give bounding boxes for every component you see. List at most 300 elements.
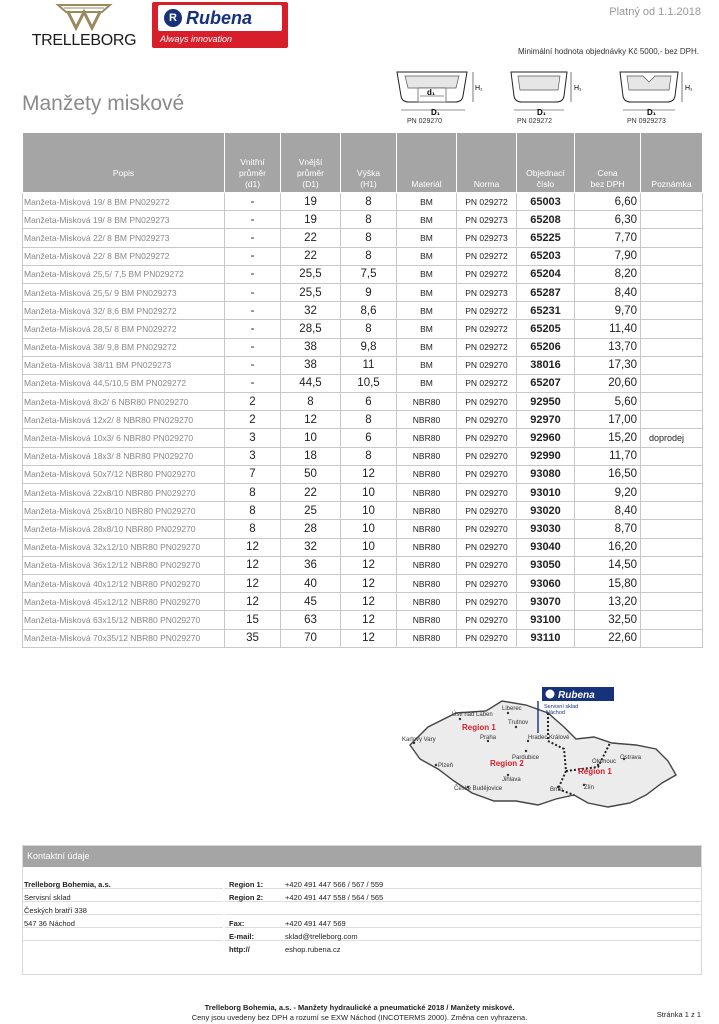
cell-norm: PN 029272 — [457, 338, 517, 356]
map-region-1-east: Region 1 — [578, 767, 612, 776]
cell-material: BM — [397, 265, 457, 283]
map-city-olomouc: Olomouc — [592, 759, 617, 765]
cell-norm: PN 029270 — [457, 484, 517, 502]
cell-norm: PN 029270 — [457, 393, 517, 411]
contact-address-line: Českých bratří 338 — [24, 906, 87, 915]
cell-inner-diameter: 12 — [225, 556, 281, 574]
cell-norm: PN 029272 — [457, 247, 517, 265]
cell-height: 8 — [341, 229, 397, 247]
cup-seal-sketch-029270 — [393, 66, 488, 118]
cell-material: NBR80 — [397, 484, 457, 502]
cell-height: 8 — [341, 211, 397, 229]
cell-material: NBR80 — [397, 447, 457, 465]
cell-note — [641, 447, 703, 465]
cell-order-code: 92960 — [517, 429, 575, 447]
cell-description: Manžeta-Misková 50x7/12 NBR80 PN029270 — [23, 465, 225, 483]
cell-inner-diameter: 2 — [225, 411, 281, 429]
cell-order-code: 65205 — [517, 320, 575, 338]
cell-outer-diameter: 50 — [281, 465, 341, 483]
table-row — [23, 411, 703, 429]
cell-outer-diameter: 38 — [281, 356, 341, 374]
cell-order-code: 65204 — [517, 265, 575, 283]
cell-outer-diameter: 32 — [281, 538, 341, 556]
cell-description: Manžeta-Misková 22/ 8 BM PN029273 — [23, 229, 225, 247]
cell-inner-diameter: - — [225, 211, 281, 229]
cell-material: NBR80 — [397, 574, 457, 592]
cell-inner-diameter: 2 — [225, 393, 281, 411]
cell-outer-diameter: 12 — [281, 411, 341, 429]
cell-description: Manžeta-Misková 40x12/12 NBR80 PN029270 — [23, 574, 225, 592]
cell-order-code: 92970 — [517, 411, 575, 429]
region1-phone-label: Region 1: — [229, 880, 264, 889]
cell-outer-diameter: 8 — [281, 393, 341, 411]
cell-inner-diameter: 8 — [225, 520, 281, 538]
cell-inner-diameter: - — [225, 229, 281, 247]
cell-note — [641, 283, 703, 301]
cell-order-code: 93030 — [517, 520, 575, 538]
cell-description: Manžeta-Misková 18x3/ 8 NBR80 PN029270 — [23, 447, 225, 465]
table-row — [23, 320, 703, 338]
cell-outer-diameter: 45 — [281, 593, 341, 611]
cell-price: 6,30 — [575, 211, 641, 229]
cell-outer-diameter: 22 — [281, 247, 341, 265]
cell-material: NBR80 — [397, 556, 457, 574]
cell-order-code: 93060 — [517, 574, 575, 592]
cell-description: Manžeta-Misková 45x12/12 NBR80 PN029270 — [23, 593, 225, 611]
cell-note — [641, 302, 703, 320]
contact-heading: Kontaktní údaje — [23, 846, 701, 867]
column-header-outer-diameter: Vnější průměr (D1) — [281, 133, 341, 193]
cell-order-code: 93080 — [517, 465, 575, 483]
map-city-pardubice: Pardubice — [512, 755, 540, 761]
web-link[interactable]: eshop.rubena.cz — [285, 945, 341, 954]
cell-material: BM — [397, 356, 457, 374]
column-header-height: Výška (H1) — [341, 133, 397, 193]
trelleborg-logo — [20, 2, 148, 50]
table-row — [23, 356, 703, 374]
region2-phone-label: Region 2: — [229, 893, 264, 902]
contact-panel — [22, 845, 702, 975]
cell-price: 11,40 — [575, 320, 641, 338]
cell-inner-diameter: - — [225, 193, 281, 211]
cell-material: NBR80 — [397, 465, 457, 483]
footer-title: Trelleborg Bohemia, a.s. - Manžety hydraulické a pneumatické 2018 / Manžety miskové. — [204, 1003, 515, 1012]
cell-price: 17,00 — [575, 411, 641, 429]
cell-material: NBR80 — [397, 520, 457, 538]
cell-outer-diameter: 19 — [281, 193, 341, 211]
rubena-wordmark: Rubena — [186, 8, 253, 28]
cell-height: 10,5 — [341, 374, 397, 392]
cell-note — [641, 320, 703, 338]
cell-height: 6 — [341, 393, 397, 411]
column-header-note: Poznámka — [641, 133, 703, 193]
cell-outer-diameter: 22 — [281, 229, 341, 247]
cell-description: Manžeta-Misková 12x2/ 8 NBR80 PN029270 — [23, 411, 225, 429]
cell-note — [641, 265, 703, 283]
cell-material: NBR80 — [397, 538, 457, 556]
cell-description: Manžeta-Misková 28x8/10 NBR80 PN029270 — [23, 520, 225, 538]
cell-material: BM — [397, 193, 457, 211]
cell-norm: PN 029270 — [457, 411, 517, 429]
map-city-budejovice: České Budějovice — [454, 786, 503, 792]
cell-note — [641, 374, 703, 392]
cell-height: 9,8 — [341, 338, 397, 356]
cell-outer-diameter: 10 — [281, 429, 341, 447]
web-label: http:// — [229, 945, 250, 954]
cell-material: NBR80 — [397, 629, 457, 647]
map-rubena-brand: Rubena — [558, 690, 595, 701]
cell-order-code: 93070 — [517, 593, 575, 611]
cell-order-code: 65207 — [517, 374, 575, 392]
sketch-d-outer-label: D₁ — [647, 108, 657, 117]
cell-outer-diameter: 38 — [281, 338, 341, 356]
cell-note — [641, 193, 703, 211]
cell-description: Manžeta-Misková 8x2/ 6 NBR80 PN029270 — [23, 393, 225, 411]
table-row — [23, 465, 703, 483]
cell-height: 6 — [341, 429, 397, 447]
cell-order-code: 93100 — [517, 611, 575, 629]
column-header-material: Materiál — [397, 133, 457, 193]
cell-height: 10 — [341, 502, 397, 520]
cell-price: 8,70 — [575, 520, 641, 538]
fax-number: +420 491 447 569 — [285, 919, 346, 928]
cell-description: Manžeta-Misková 44,5/10,5 BM PN029272 — [23, 374, 225, 392]
table-row — [23, 393, 703, 411]
table-row — [23, 556, 703, 574]
table-row — [23, 302, 703, 320]
cell-price: 8,20 — [575, 265, 641, 283]
cell-outer-diameter: 25,5 — [281, 283, 341, 301]
cell-inner-diameter: 8 — [225, 484, 281, 502]
cell-outer-diameter: 32 — [281, 302, 341, 320]
region-map — [398, 683, 694, 825]
table-row — [23, 265, 703, 283]
cell-price: 8,40 — [575, 502, 641, 520]
cell-price: 8,40 — [575, 283, 641, 301]
cell-note — [641, 593, 703, 611]
table-row — [23, 538, 703, 556]
table-row — [23, 338, 703, 356]
cell-height: 9 — [341, 283, 397, 301]
cell-inner-diameter: - — [225, 265, 281, 283]
cell-description: Manžeta-Misková 36x12/12 NBR80 PN029270 — [23, 556, 225, 574]
table-row — [23, 593, 703, 611]
cell-price: 11,70 — [575, 447, 641, 465]
map-city-plzen: Plzeň — [438, 763, 454, 769]
cell-inner-diameter: - — [225, 338, 281, 356]
cell-price: 32,50 — [575, 611, 641, 629]
cell-inner-diameter: - — [225, 247, 281, 265]
cell-price: 16,50 — [575, 465, 641, 483]
cell-note — [641, 465, 703, 483]
cell-inner-diameter: 15 — [225, 611, 281, 629]
email-link[interactable]: sklad@trelleborg.com — [285, 932, 358, 941]
sketch-d-outer-label: D₁ — [431, 108, 441, 117]
cell-inner-diameter: - — [225, 283, 281, 301]
cell-height: 12 — [341, 465, 397, 483]
cell-note — [641, 520, 703, 538]
cell-outer-diameter: 25 — [281, 502, 341, 520]
cell-inner-diameter: - — [225, 356, 281, 374]
cell-order-code: 65203 — [517, 247, 575, 265]
price-table-body — [23, 193, 703, 648]
page-number: Stránka 1 z 1 — [656, 1010, 701, 1019]
table-row — [23, 520, 703, 538]
table-row — [23, 429, 703, 447]
cell-description: Manžeta-Misková 32/ 8,6 BM PN029272 — [23, 302, 225, 320]
cell-price: 5,60 — [575, 393, 641, 411]
column-header-norm: Norma — [457, 133, 517, 193]
cell-norm: PN 029272 — [457, 374, 517, 392]
cell-description: Manžeta-Misková 25x8/10 NBR80 PN029270 — [23, 502, 225, 520]
cell-note — [641, 229, 703, 247]
cell-outer-diameter: 28 — [281, 520, 341, 538]
cell-price: 13,70 — [575, 338, 641, 356]
cell-height: 12 — [341, 629, 397, 647]
table-row — [23, 193, 703, 211]
cell-note — [641, 338, 703, 356]
cell-norm: PN 029270 — [457, 502, 517, 520]
cell-material: NBR80 — [397, 593, 457, 611]
cell-height: 8,6 — [341, 302, 397, 320]
column-header-price: Cena bez DPH — [575, 133, 641, 193]
cell-height: 10 — [341, 520, 397, 538]
cell-description: Manžeta-Misková 38/ 9,8 BM PN029272 — [23, 338, 225, 356]
cell-outer-diameter: 44,5 — [281, 374, 341, 392]
cell-outer-diameter: 18 — [281, 447, 341, 465]
sketch-d-outer-label: D₁ — [537, 108, 547, 117]
cell-inner-diameter: - — [225, 374, 281, 392]
cell-norm: PN 029272 — [457, 320, 517, 338]
cell-note — [641, 574, 703, 592]
cell-note — [641, 556, 703, 574]
fax-label: Fax: — [229, 919, 245, 928]
cell-height: 10 — [341, 484, 397, 502]
table-header-row — [23, 133, 703, 193]
contact-company: Trelleborg Bohemia, a.s. — [24, 880, 111, 889]
page-title: Manžety miskové — [22, 92, 185, 115]
cell-inner-diameter: 12 — [225, 538, 281, 556]
map-city-jihlava: Jihlava — [502, 777, 521, 783]
cell-description: Manžeta-Misková 25,5/ 9 BM PN029273 — [23, 283, 225, 301]
cell-order-code: 65225 — [517, 229, 575, 247]
cell-note — [641, 538, 703, 556]
map-warehouse-city: Náchod — [546, 710, 565, 716]
rubena-logo — [152, 2, 288, 48]
cell-height: 8 — [341, 447, 397, 465]
cell-norm: PN 029270 — [457, 520, 517, 538]
table-row — [23, 447, 703, 465]
cell-inner-diameter: 8 — [225, 502, 281, 520]
cell-material: NBR80 — [397, 429, 457, 447]
cell-order-code: 92950 — [517, 393, 575, 411]
cell-outer-diameter: 70 — [281, 629, 341, 647]
cell-norm: PN 029272 — [457, 193, 517, 211]
cell-description: Manžeta-Misková 22/ 8 BM PN029272 — [23, 247, 225, 265]
cell-norm: PN 029273 — [457, 283, 517, 301]
cell-description: Manžeta-Misková 25,5/ 7,5 BM PN029272 — [23, 265, 225, 283]
cell-order-code: 93020 — [517, 502, 575, 520]
cell-outer-diameter: 22 — [281, 484, 341, 502]
cell-inner-diameter: 12 — [225, 574, 281, 592]
cell-outer-diameter: 40 — [281, 574, 341, 592]
cell-price: 15,20 — [575, 429, 641, 447]
cell-price: 20,60 — [575, 374, 641, 392]
cell-description: Manžeta-Misková 19/ 8 BM PN029272 — [23, 193, 225, 211]
cell-outer-diameter: 36 — [281, 556, 341, 574]
cell-height: 8 — [341, 411, 397, 429]
cell-price: 16,20 — [575, 538, 641, 556]
cell-norm: PN 029270 — [457, 538, 517, 556]
cell-note — [641, 611, 703, 629]
cell-price: 22,60 — [575, 629, 641, 647]
cell-height: 12 — [341, 556, 397, 574]
cell-norm: PN 029270 — [457, 356, 517, 374]
cell-material: BM — [397, 211, 457, 229]
cell-height: 12 — [341, 574, 397, 592]
column-header-inner-diameter: Vnitřní průměr (d1) — [225, 133, 281, 193]
map-region-2: Region 2 — [490, 759, 524, 768]
cell-material: NBR80 — [397, 411, 457, 429]
cell-inner-diameter: 12 — [225, 593, 281, 611]
cell-height: 8 — [341, 193, 397, 211]
cell-note — [641, 502, 703, 520]
cell-order-code: 93110 — [517, 629, 575, 647]
region1-phone[interactable]: +420 491 447 566 / 567 / 559 — [285, 880, 384, 889]
cell-note — [641, 211, 703, 229]
cell-inner-diameter: - — [225, 320, 281, 338]
sketch-height-label: H₁ — [475, 85, 483, 92]
price-table — [22, 132, 703, 648]
cell-order-code: 93050 — [517, 556, 575, 574]
validity-date: Platný od 1.1.2018 — [609, 6, 701, 18]
cell-price: 7,70 — [575, 229, 641, 247]
cell-inner-diameter: 7 — [225, 465, 281, 483]
map-city-ostrava: Ostrava — [620, 755, 642, 761]
cell-norm: PN 029270 — [457, 629, 517, 647]
table-row — [23, 502, 703, 520]
cell-description: Manžeta-Misková 38/11 BM PN029273 — [23, 356, 225, 374]
cell-price: 14,50 — [575, 556, 641, 574]
map-warehouse-label: Servisní sklad — [544, 704, 579, 710]
cell-height: 7,5 — [341, 265, 397, 283]
cell-note — [641, 411, 703, 429]
cell-order-code: 93010 — [517, 484, 575, 502]
cell-norm: PN 029270 — [457, 447, 517, 465]
cup-seal-sketch-029272 — [507, 66, 602, 118]
cell-price: 9,20 — [575, 484, 641, 502]
rubena-badge — [158, 5, 282, 31]
map-city-liberec: Liberec — [502, 706, 522, 712]
sketch-height-label: H₁ — [574, 85, 582, 92]
region2-phone[interactable]: +420 491 447 558 / 564 / 565 — [285, 893, 384, 902]
cell-outer-diameter: 28,5 — [281, 320, 341, 338]
footer-terms: Ceny jsou uvedeny bez DPH a rozumí se EXW Náchod (INCOTERMS 2000). Změna cen vyhrazena. — [191, 1013, 528, 1022]
cell-description: Manžeta-Misková 10x3/ 6 NBR80 PN029270 — [23, 429, 225, 447]
cell-material: BM — [397, 247, 457, 265]
cell-norm: PN 029270 — [457, 465, 517, 483]
sketch-caption: PN 029270 — [407, 118, 443, 125]
map-region-1-west: Region 1 — [462, 723, 496, 732]
rubena-slogan: Always innovation — [160, 34, 233, 44]
trelleborg-mark-icon — [54, 2, 114, 32]
cell-price: 6,60 — [575, 193, 641, 211]
cell-height: 10 — [341, 538, 397, 556]
cell-height: 8 — [341, 320, 397, 338]
map-city-praha: Praha — [480, 735, 497, 741]
cell-material: NBR80 — [397, 611, 457, 629]
trelleborg-wordmark: TRELLEBORG — [31, 32, 137, 49]
cell-height: 12 — [341, 611, 397, 629]
cell-description: Manžeta-Misková 32x12/10 NBR80 PN029270 — [23, 538, 225, 556]
cell-norm: PN 029273 — [457, 211, 517, 229]
cell-material: BM — [397, 320, 457, 338]
cell-order-code: 65003 — [517, 193, 575, 211]
cell-note: doprodej — [641, 429, 703, 447]
cell-inner-diameter: 3 — [225, 447, 281, 465]
cell-inner-diameter: - — [225, 302, 281, 320]
cell-note — [641, 484, 703, 502]
map-city-karlovy-vary: Karlovy Vary — [402, 737, 436, 743]
contact-address-line: 547 36 Náchod — [24, 919, 75, 928]
cell-material: BM — [397, 374, 457, 392]
cell-description: Manžeta-Misková 19/ 8 BM PN029273 — [23, 211, 225, 229]
map-city-trutnov: Trutnov — [508, 720, 529, 726]
cell-norm: PN 029273 — [457, 229, 517, 247]
contact-address-line: Servisní sklad — [24, 893, 71, 902]
cell-norm: PN 029270 — [457, 593, 517, 611]
cell-norm: PN 029270 — [457, 611, 517, 629]
cell-material: BM — [397, 283, 457, 301]
table-row — [23, 629, 703, 647]
column-header-description: Popis — [23, 133, 225, 193]
minimum-order-note: Minimální hodnota objednávky Kč 5000,- bez DPH. — [518, 47, 699, 56]
cell-order-code: 65206 — [517, 338, 575, 356]
cell-note — [641, 356, 703, 374]
cell-note — [641, 629, 703, 647]
sketch-caption: PN 0929273 — [627, 118, 666, 125]
cell-norm: PN 029272 — [457, 265, 517, 283]
cell-description: Manžeta-Misková 70x35/12 NBR80 PN029270 — [23, 629, 225, 647]
cell-norm: PN 029272 — [457, 302, 517, 320]
map-city-brno: Brno — [550, 787, 563, 793]
sketch-height-label: H₁ — [685, 85, 693, 92]
cell-material: BM — [397, 338, 457, 356]
cell-outer-diameter: 19 — [281, 211, 341, 229]
cell-order-code: 65231 — [517, 302, 575, 320]
map-city-hradec: Hradec Králové — [528, 735, 570, 741]
cell-height: 11 — [341, 356, 397, 374]
cell-note — [641, 247, 703, 265]
cell-description: Manžeta-Misková 63x15/12 NBR80 PN029270 — [23, 611, 225, 629]
cell-price: 17,30 — [575, 356, 641, 374]
cell-inner-diameter: 3 — [225, 429, 281, 447]
cell-price: 15,80 — [575, 574, 641, 592]
cell-norm: PN 029270 — [457, 429, 517, 447]
cell-outer-diameter: 25,5 — [281, 265, 341, 283]
cell-material: BM — [397, 302, 457, 320]
cell-order-code: 65208 — [517, 211, 575, 229]
cell-order-code: 38016 — [517, 356, 575, 374]
table-row — [23, 283, 703, 301]
sketch-d-inner-label: d₁ — [427, 88, 436, 97]
table-row — [23, 611, 703, 629]
table-row — [23, 229, 703, 247]
cell-height: 12 — [341, 593, 397, 611]
cell-material: BM — [397, 229, 457, 247]
table-row — [23, 574, 703, 592]
sketch-caption: PN 029272 — [517, 118, 553, 125]
